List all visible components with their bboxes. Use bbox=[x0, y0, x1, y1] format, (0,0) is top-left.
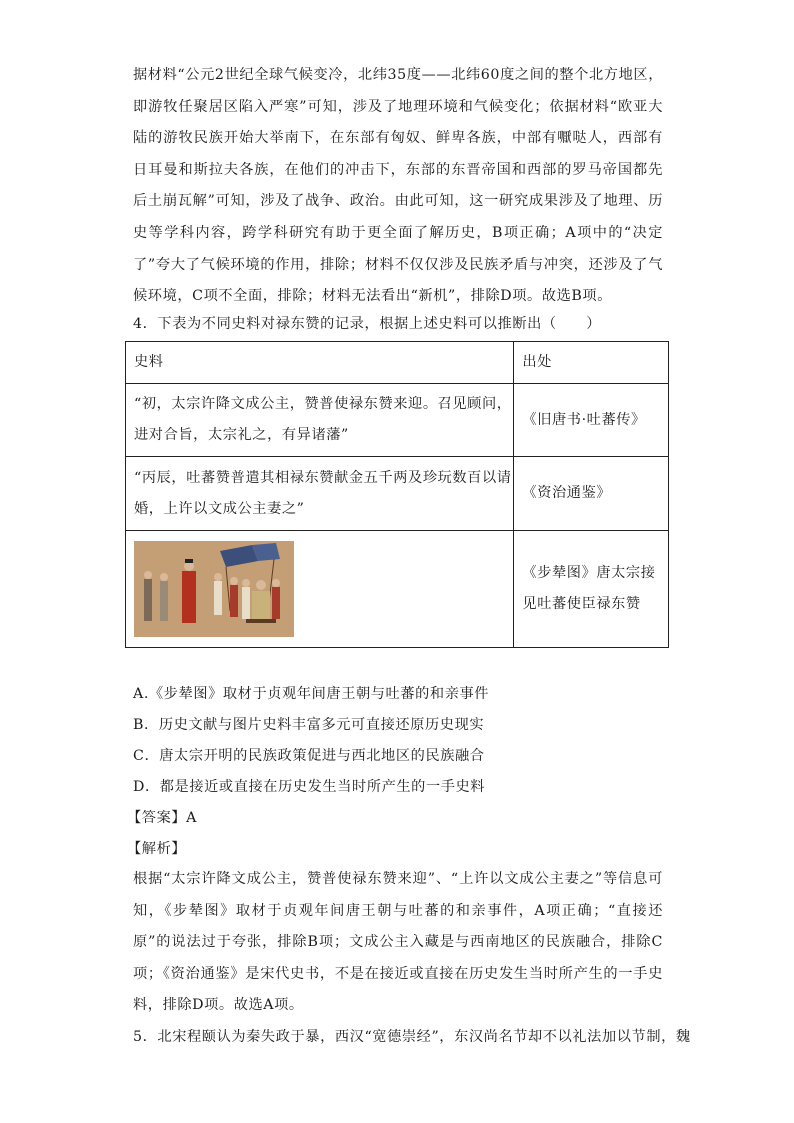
row-1-text: “初，太宗许降文成公主，赞普使禄东赞来迎。召见顾问，进对合旨，太宗礼之，有异诸藩” bbox=[126, 384, 514, 457]
analysis-label: 【解析】 bbox=[127, 841, 187, 857]
table-header-row bbox=[126, 342, 669, 384]
analysis-paragraph-q3: 据材料“公元2世纪全球气候变冷，北纬35度——北纬60度之间的整个北方地区，即游牧任聚居区陷入严寒”可知，涉及了地理环境和气候变化；依据材料“欧亚大陆的游牧民族开始大举南下，在东部有匈奴、鲜卑各族，中部有嚈哒人，西部有日耳曼和斯拉夫各族，在他们的冲击下，东部的东晋帝国和西部的罗马帝国都先后土崩瓦解”可知，涉及了战争、政治。由此可知，这一研究成果涉及了地理、历史等学科内容，跨学科研究有助于更全面了解历史，B项正确；A项中的“决定了”夸大了气候环境的作用，排除；材料不仅仅涉及民族矛盾与冲突，还涉及了气候环境，C项不全面，排除；材料无法看出“新机”，排除D项。故选B项。 bbox=[133, 67, 663, 305]
table-row bbox=[126, 384, 669, 457]
painting-image bbox=[134, 541, 294, 637]
option-d: D．都是接近或直接在历史发生当时所产生的一手史料 bbox=[133, 779, 486, 795]
answer-label: 【答案】A bbox=[127, 810, 197, 826]
question-4-stem: 4．下表为不同史料对禄东赞的记录，根据上述史料可以推断出（ ） bbox=[133, 316, 602, 332]
row-3-image-cell bbox=[126, 531, 514, 648]
row-1-source: 《旧唐书·吐蕃传》 bbox=[514, 384, 669, 457]
header-source-text: 史料 bbox=[126, 342, 514, 384]
row-3-source: 《步辇图》唐太宗接见吐蕃使臣禄东赞 bbox=[514, 531, 669, 648]
option-a: A.《步辇图》取材于贞观年间唐王朝与吐蕃的和亲事件 bbox=[133, 686, 490, 702]
row-2-source: 《资治通鉴》 bbox=[514, 457, 669, 531]
option-b: B．历史文献与图片史料丰富多元可直接还原历史现实 bbox=[133, 717, 485, 733]
source-table bbox=[125, 341, 669, 648]
row-2-text: “丙辰，吐蕃赞普遣其相禄东赞献金五千两及珍玩数百以请婚，上许以文成公主妻之” bbox=[126, 457, 514, 531]
analysis-paragraph-q4: 根据“太宗许降文成公主，赞普使禄东赞来迎”、“上许以文成公主妻之”等信息可知，《步辇图》取材于贞观年间唐王朝与吐蕃的和亲事件，A项正确；“直接还原”的说法过于夸张，排除B项；文成公主入藏是与西南地区的民族融合，排除C项；《资治通鉴》是宋代史书，不是在接近或直接在历史发生当时所产生的一手史料，排除D项。故选A项。 bbox=[133, 871, 663, 1014]
table-row bbox=[126, 531, 669, 648]
header-origin: 出处 bbox=[514, 342, 669, 384]
table-row bbox=[126, 457, 669, 531]
question-5-stem: 5．北宋程颐认为秦失政于暴，西汉“宽德崇经”，东汉尚名节却不以礼法加以节制，魏 bbox=[133, 1029, 691, 1045]
option-c: C．唐太宗开明的民族政策促进与西北地区的民族融合 bbox=[133, 748, 485, 764]
